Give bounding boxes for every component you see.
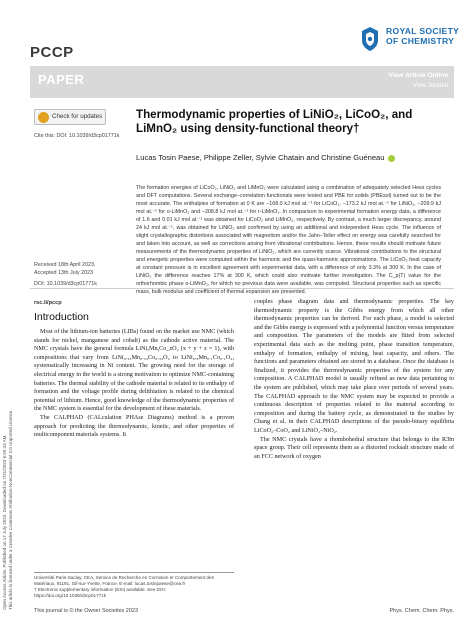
article-dates: [34, 262, 97, 289]
body-column-right: [254, 298, 454, 461]
authors-text: Lucas Tosin Paese, Philippe Zeller, Sylvie Chatain and Christine Guéneau: [136, 153, 385, 162]
rsc-logo-line-2: OF CHEMISTRY: [386, 36, 455, 46]
section-divider: [30, 288, 454, 289]
rsc-logo[interactable]: [360, 24, 460, 60]
article-title: Thermodynamic properties of LiNiO₂, LiCoO₂, and LiMnO₂ using density-functional theory†: [136, 108, 413, 135]
article-type-banner: [30, 66, 454, 98]
author-list: [136, 152, 436, 163]
check-for-updates-button[interactable]: [34, 109, 106, 125]
rsc-shield-icon: [360, 26, 380, 52]
check-for-updates-label: Check for updates: [52, 113, 103, 120]
page-footer-right: Phys. Chem. Chem. Phys.: [389, 608, 454, 614]
side-note-line-1: Open Access Article. Published on 17 July 2023. Downloaded on 7/31/2023 6:55:43 AM.: [2, 434, 7, 610]
rsc-logo-line-1: ROYAL SOCIETY: [386, 26, 460, 36]
open-access-side-note: [2, 409, 14, 610]
article-type-label: PAPER: [38, 72, 85, 87]
paragraph: couples phase diagram data and thermodynamic properties. The key thermodynamic property is the Gibbs energy from which all other thermodynamic properties can be derived. For each phase, a model is selected and the Gibbs energy is expressed with a polynomial function versus temperature and composition. The parameters of the models are fitted from selected experimental data such as the melting point, phase transition temperature, enthalpy of formation, enthalpy of mixing, heat capacity, and others. The functions and parameters obtained are stored in a database. Once the database is finalized, it provides the thermodynamic properties of the system for any composition. A CALPHAD model is usually refined as new data pertaining to the system are published, which may take place over periods of several years. The CALPHAD approach to the NMC system may be expected to provide a continuous description of properties related to the material according to composition and during the battery cycle, as demonstrated in the studies by Chang et al. in their CALPHAD descriptions of the pseudo-binary equilibria LiCoO₂–CoO₂ and LiNiO₂–NiO₂.: [254, 299, 454, 434]
paragraph: Most of the lithium-ion batteries (LIBs) found on the market use NMC (which stands for nickel, manganese and cobalt) as the cathode active material. The NMC crystals have the general formula LiNiₓMnᵧCo_zO₂ (x + y + z = 1), with compositions that vary from LiNi₀.₃₃Mn₀.₃₃Co₀.₃₃O₂ to LiNi₀.₈Mn₀.₁Co₀.₁O₂, systematically increasing in Ni content. The growing need for the storage of electrical energy in the world is a strong motivation to optimize NMC-containing batteries. The thermal stability of the cathode material is related to its enthalpy of formation and the voltage profile during delithiation is related to the chemical potential of lithium. Hence, good knowledge of the thermodynamic properties of the NMC system is essential for the development of these materials.: [34, 329, 234, 413]
side-note-line-2: This article is licensed under a Creative Commons Attribution-NonCommercial 3.0 Unported Licence.: [8, 409, 13, 610]
affiliation-footnote: Université Paris-Saclay, CEA, Service de Recherche en Corrosion et Comportement des Matériaux, 91191, Gif-sur-Yvette, France. E-mail: lucas.tosinpaese@cea.fr: [34, 575, 214, 586]
banner-links: [389, 71, 448, 91]
page-footer-left: This journal is © the Owner Societies 2023: [34, 608, 139, 614]
cite-this: Cite this: DOI: 10.1039/d3cp01771k: [34, 133, 120, 139]
footnotes: [34, 575, 234, 599]
view-article-online-link[interactable]: View Article Online: [388, 72, 448, 79]
received-date: Received 18th April 2023,: [34, 262, 96, 268]
journal-link[interactable]: rsc.li/pccp: [34, 300, 62, 306]
section-heading-introduction: Introduction: [34, 311, 89, 323]
paragraph: The NMC crystals have a rhombohedral structure that belongs to the R3̄m space group. Their cell represents them as a distorted rocksalt structure made of an FCC network of oxygen: [254, 436, 454, 460]
view-journal-link[interactable]: View Journal: [412, 82, 448, 89]
footnote-divider: [34, 572, 234, 573]
abstract: The formation energies of LiCoO₂, LiNiO₂ and LiMnO₂ were calculated using a combination of adequately selected Hess cycles and DFT computations. Several exchange–correlation functionals were tested and PBE for solids (PBEsol) turned out to be the most accurate. The enthalpies of formation at 0 K are −168.0 kJ mol at.⁻¹ for LiCoO₂, −173.2 kJ mol at.⁻¹ for LiNiO₂, −209.9 kJ mol at.⁻¹ for o-LiMnO₂ and −208.8 kJ mol at.⁻¹ for r-LiMnO₂. In comparison to experimental formation energy data, a difference of 1.6 and 0.01 kJ mol at.⁻¹ was obtained for LiCoO₂ and LiMnO₂, respectively. By contrast, a much larger discrepancy, around 24 kJ mol at.⁻¹, was obtained for LiNiO₂ and confirmed by using an additional and independent Hess cycle. The influence of slight crystallographic distortions associated with magnetism and/or the Jahn–Teller effect on energy was carefully searched for and taken into account, as well as corrections arising from vibrational contributions. Hence, these results should motivate future measurements of the thermodynamic properties of LiNiO₂, which are currently scarce. Vibrational contributions to the structural and energetic properties were computed within the harmonic and the quasi-harmonic approximations. The LiCoO₂ heat capacity at constant pressure is in excellent agreement with experimental data, with a difference of only 3.3% at 300 K. In the case of LiNiO₂ the difference reaches 17% at 300 K, which could also motivate further investigation. The C_p(T) value for the orthorhombic phase o-LiMnO₂, for which no previous data were available, was computed. Structural properties such as specific mass, bulk modulus and coefficient of thermal expansion are presented.: [136, 185, 441, 295]
accepted-date: Accepted 13th July 2023: [34, 269, 94, 276]
update-badge-icon: [38, 112, 49, 123]
doi-line[interactable]: DOI: 10.1039/d3cp01771k: [34, 281, 97, 287]
journal-name: PCCP: [30, 44, 74, 61]
esi-footnote[interactable]: † Electronic supplementary information (ESI) available. See DOI: https://doi.org/10.1039/d3cp01771k: [34, 587, 167, 598]
paragraph: The CALPHAD (CALculation PHAse Diagrams) method is a proven approach for predicting the thermodynamic, kinetic, and other properties of multicomponent materials systems. It: [34, 414, 234, 439]
body-column-left: [34, 328, 234, 440]
orcid-icon[interactable]: [388, 155, 395, 162]
rsc-logo-text: [386, 26, 459, 46]
